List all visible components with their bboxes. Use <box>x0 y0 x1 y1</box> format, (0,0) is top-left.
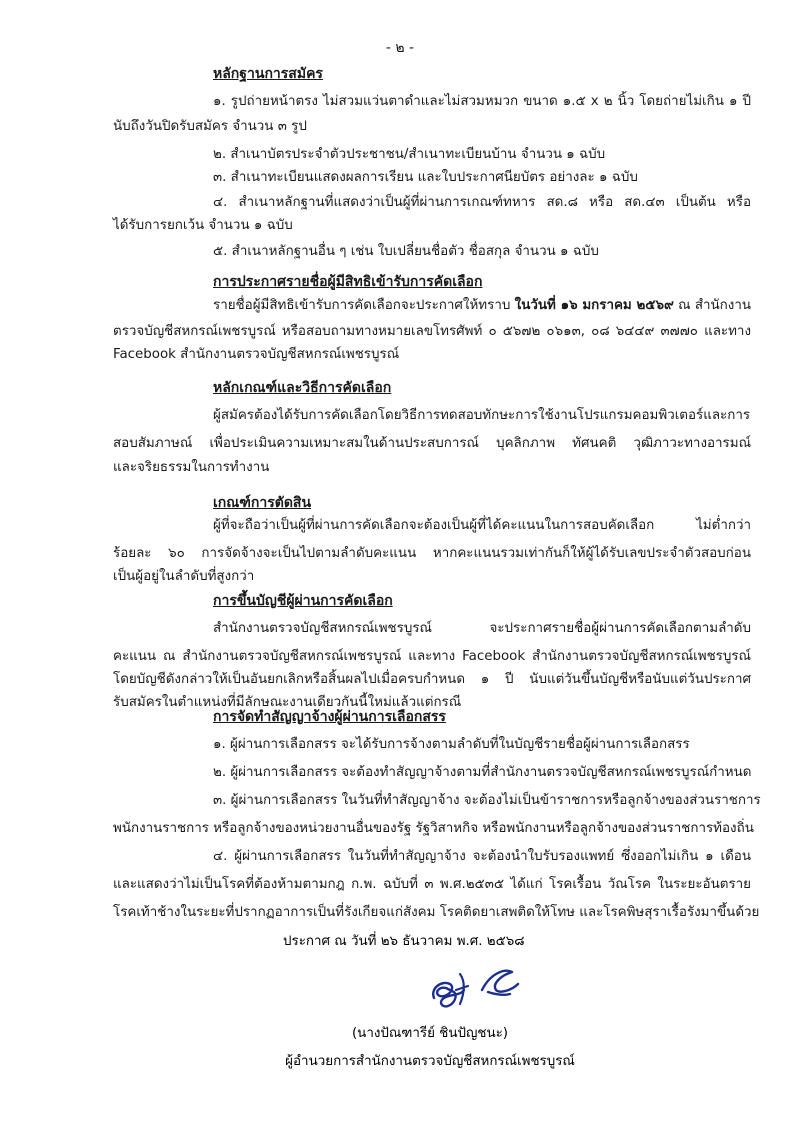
judging-line-3: เป็นผู้อยู่ในลำดับที่สูงกว่า <box>113 569 255 584</box>
listing-line-1: สำนักงานตรวจบัญชีสหกรณ์เพชรบูรณ์ จะประกาศรายชื่อผู้ผ่านการคัดเลือกตามลำดับ <box>213 621 751 636</box>
contract-item-4c: โรคเท้าช้างในระยะที่ปรากฏอาการเป็นที่รังเกียจแก่สังคม โรคติดยาเสพติดให้โทษ และโรคพิษสุราเรื้อรังมาขึ้นด้วย <box>113 905 760 920</box>
signature-image <box>420 960 530 1015</box>
heading-criteria: หลักเกณฑ์และวิธีการคัดเลือก <box>213 380 392 396</box>
announcement-line-3: Facebook สำนักงานตรวจบัญชีสหกรณ์เพชรบูรณ์ <box>113 347 400 362</box>
evidence-item-2: ๒. สำเนาบัตรประจำตัวประชาชน/สำเนาทะเบียนบ้าน จำนวน ๑ ฉบับ <box>213 147 606 162</box>
evidence-item-4a: ๔. สำเนาหลักฐานที่แสดงว่าเป็นผู้ที่ผ่านการเกณฑ์ทหาร สด.๘ หรือ สด.๔๓ เป็นต้น หรือ <box>213 195 751 210</box>
announcement-date: ในวันที่ ๑๖ มกราคม ๒๕๖๙ <box>514 298 674 313</box>
heading-judging: เกณฑ์การตัดสิน <box>213 495 312 511</box>
contract-item-3b: พนักงานราชการ หรือลูกจ้างของหน่วยงานอื่นของรัฐ รัฐวิสาหกิจ หรือพนักงานหรือลูกจ้างของส่วนราชการท้องถิ่น <box>113 821 754 836</box>
page-number: - ๒ - <box>385 40 415 56</box>
signature-stroke-3 <box>482 971 518 995</box>
judging-line-2: ร้อยละ ๖๐ การจัดจ้างจะเป็นไปตามลำดับคะแนน หากคะแนนรวมเท่ากันก็ให้ผู้ได้รับเลขประจำตัวสอบก่อน <box>113 546 751 561</box>
listing-line-2: คะแนน ณ สำนักงานตรวจบัญชีสหกรณ์เพชรบูรณ์ และทาง Facebook สำนักงานตรวจบัญชีสหกรณ์เพชรบูรณ์ <box>113 649 751 664</box>
contract-item-4a: ๔. ผู้ผ่านการเลือกสรร ในวันที่ทำสัญญาจ้าง จะต้องนำใบรับรองแพทย์ ซึ่งออกไม่เกิน ๑ เดือน <box>213 849 751 864</box>
heading-listing: การขึ้นบัญชีผู้ผ่านการคัดเลือก <box>213 593 393 609</box>
evidence-item-1a: ๑. รูปถ่ายหน้าตรง ไม่สวมแว่นตาดำและไม่สวมหมวก ขนาด ๑.๕ x ๒ นิ้ว โดยถ่ายไม่เกิน ๑ ปี <box>213 94 751 109</box>
criteria-line-3: และจริยธรรมในการทำงาน <box>113 460 270 475</box>
signature-stroke-2 <box>456 974 468 1004</box>
signer-position: ผู้อำนวยการสำนักงานตรวจบัญชีสหกรณ์เพชรบูรณ์ <box>285 1054 575 1069</box>
contract-item-1: ๑. ผู้ผ่านการเลือกสรร จะได้รับการจ้างตามลำดับที่ในบัญชีรายชื่อผู้ผ่านการเลือกสรร <box>213 737 690 752</box>
announcement-line-2: ตรวจบัญชีสหกรณ์เพชรบูรณ์ หรือสอบถามทางหมายเลขโทรศัพท์ ๐ ๕๖๗๒ ๐๖๑๓, ๐๘ ๖๔๔๙ ๓๗๗๐ และทาง <box>113 324 751 339</box>
announce-date: ประกาศ ณ วันที่ ๒๖ ธันวาคม พ.ศ. ๒๕๖๘ <box>283 934 525 949</box>
criteria-line-1: ผู้สมัครต้องได้รับการคัดเลือกโดยวิธีการทดสอบทักษะการใช้งานโปรแกรมคอมพิวเตอร์และการ <box>213 408 751 423</box>
announcement-line-1-post: ณ สำนักงาน <box>673 298 752 313</box>
contract-item-4b: และแสดงว่าไม่เป็นโรคที่ต้องห้ามตามกฎ ก.พ. ฉบับที่ ๓ พ.ศ.๒๕๓๕ ได้แก่ โรคเรื้อน วัณโรค ในระยะอันตราย <box>113 877 751 892</box>
heading-contract: การจัดทำสัญญาจ้างผู้ผ่านการเลือกสรร <box>213 709 446 725</box>
evidence-item-4b: ได้รับการยกเว้น จำนวน ๑ ฉบับ <box>113 218 293 233</box>
heading-announcement: การประกาศรายชื่อผู้มีสิทธิเข้ารับการคัดเลือก <box>213 274 483 290</box>
announcement-line-1-pre: รายชื่อผู้มีสิทธิเข้ารับการคัดเลือกจะประกาศให้ทราบ <box>213 298 515 313</box>
evidence-item-3: ๓. สำเนาทะเบียนแสดงผลการเรียน และใบประกาศนียบัตร อย่างละ ๑ ฉบับ <box>213 170 638 185</box>
listing-line-4: รับสมัครในตำแหน่งที่มีลักษณะงานเดียวกันนี้ใหม่แล้วแต่กรณี <box>113 695 462 710</box>
contract-item-3a: ๓. ผู้ผ่านการเลือกสรร ในวันที่ทำสัญญาจ้าง จะต้องไม่เป็นข้าราชการหรือลูกจ้างของส่วนราชการ <box>213 793 761 808</box>
signer-name: (นางปัณฑารีย์ ชินปัญชนะ) <box>351 1026 509 1041</box>
contract-item-2: ๒. ผู้ผ่านการเลือกสรร จะต้องทำสัญญาจ้างตามที่สำนักงานตรวจบัญชีสหกรณ์เพชรบูรณ์กำหนด <box>213 765 752 780</box>
judging-line-1: ผู้ที่จะถือว่าเป็นผู้ที่ผ่านการคัดเลือกจะต้องเป็นผู้ที่ได้คะแนนในการสอบคัดเลือก ไม่ต่ำกว่า <box>213 518 751 533</box>
criteria-line-2: สอบสัมภาษณ์ เพื่อประเมินความเหมาะสมในด้านประสบการณ์ บุคลิกภาพ ทัศนคติ วุฒิภาวะทางอารมณ์ <box>113 436 751 451</box>
evidence-item-5: ๕. สำเนาหลักฐานอื่น ๆ เช่น ใบเปลี่ยนชื่อตัว ชื่อสกุล จำนวน ๑ ฉบับ <box>213 244 599 259</box>
heading-evidence: หลักฐานการสมัคร <box>213 66 323 82</box>
listing-line-3: โดยบัญชีดังกล่าวให้เป็นอันยกเลิกหรือสิ้นผลไปเมื่อครบกำหนด ๑ ปี นับแต่วันขึ้นบัญชีหรือนับแต่วันประกาศ <box>113 672 751 687</box>
evidence-item-1b: นับถึงวันปิดรับสมัคร จำนวน ๓ รูป <box>113 119 307 134</box>
